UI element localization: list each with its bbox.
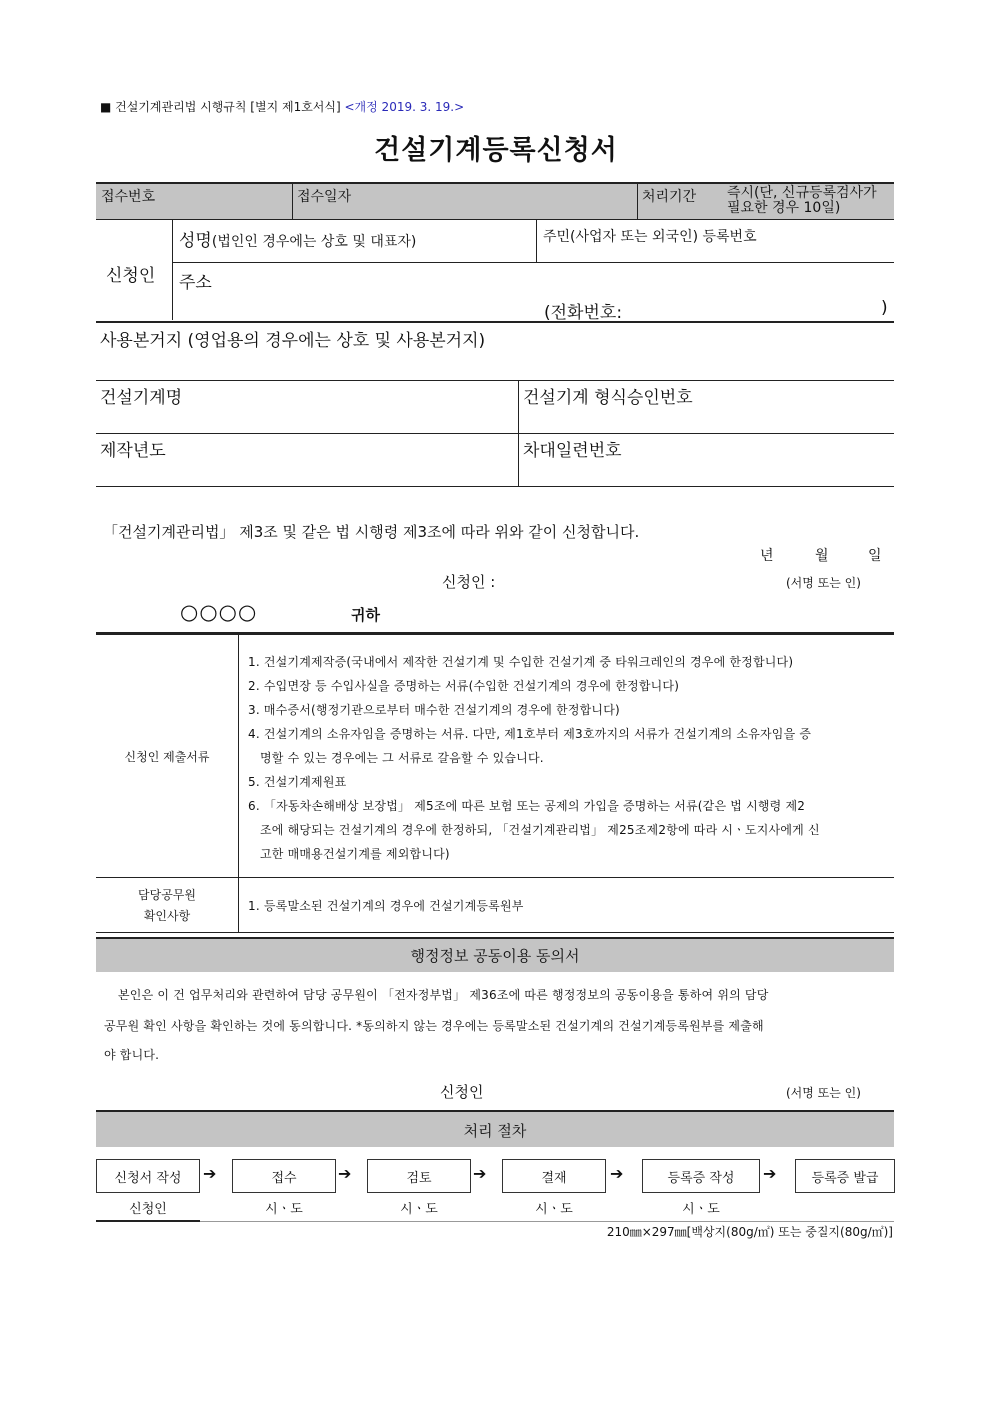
resident-number-label: 주민(사업자 또는 외국인) 등록번호 (543, 229, 757, 245)
step-actor: 시ㆍ도 (535, 1202, 573, 1217)
arrow-right-icon: ➔ (610, 1164, 624, 1183)
document-item: 고한 매매용건설기계를 제외합니다) (260, 847, 450, 861)
document-item: 2. 수입면장 등 수입사실을 증명하는 서류(수입한 건설기계의 경우에 한정합니다) (248, 679, 680, 693)
paper-spec-footer: 210㎜×297㎜[백상지(80g/㎡) 또는 중질지(80g/㎡)] (606, 1225, 893, 1239)
step-actor: 시ㆍ도 (265, 1202, 303, 1217)
name-label: 성명 (179, 231, 212, 251)
step-actor: 시ㆍ도 (682, 1202, 720, 1217)
document-item: 5. 건설기계제원표 (248, 775, 347, 789)
type-approval-label: 건설기계 형식승인번호 (523, 388, 693, 408)
period-line-2: 필요한 경우 10일) (727, 200, 841, 216)
document-item: 1. 건설기계제작증(국내에서 제작한 건설기계 및 수입한 건설기계 중 타워크레인의 경우에 한정합니다) (248, 655, 794, 669)
procedure-title: 처리 절차 (463, 1122, 527, 1140)
procedure-step-certificate-create: 등록증 작성 (642, 1159, 760, 1193)
name-note: (법인인 경우에는 상호 및 대표자) (211, 234, 417, 250)
document-item: 조에 해당되는 건설기계의 경우에 한정하되, 「건설기계관리법」 제25조제2항에 따라 시ㆍ도지사에게 신 (260, 823, 820, 837)
required-documents-label: 신청인 제출서류 (124, 750, 210, 764)
consent-text-line-1: 본인은 이 건 업무처리와 관련하여 담당 공무원이 「전자정부법」 제36조에 따른 행정정보의 공동이용을 통하여 위의 담당 (118, 988, 769, 1002)
procedure-step-review: 검토 (367, 1159, 471, 1193)
phone-close: ) (881, 298, 888, 318)
arrow-right-icon: ➔ (203, 1164, 217, 1183)
procedure-step-receipt: 접수 (232, 1159, 336, 1193)
revision-date: <개정 2019. 3. 19.> (344, 100, 465, 114)
date-month: 월 (815, 548, 829, 564)
arrow-right-icon: ➔ (473, 1164, 487, 1183)
receipt-number-label: 접수번호 (101, 189, 156, 205)
procedure-step-approval: 결재 (502, 1159, 606, 1193)
applicant-section-label: 신청인 (106, 266, 156, 286)
step-actor: 시ㆍ도 (400, 1202, 438, 1217)
regulation-reference: 건설기계관리법 시행규칙 [별지 제1호서식] (115, 100, 341, 114)
applicant-signature-label: 신청인 : (442, 573, 496, 591)
form-reference (100, 98, 464, 115)
date-day: 일 (868, 548, 882, 564)
period-line-1: 즉시(단, 신규등록검사가 (727, 185, 877, 201)
sign-or-seal-note: (서명 또는 인) (786, 576, 861, 590)
phone-label: (전화번호: (544, 303, 623, 323)
machine-name-label: 건설기계명 (100, 388, 183, 408)
processing-period-value (727, 186, 877, 216)
document-item: 4. 건설기계의 소유자임을 증명하는 서류. 다만, 제1호부터 제3호까지의 서류가 건설기계의 소유자임을 증 (248, 727, 812, 741)
consent-text-line-3: 야 합니다. (104, 1048, 160, 1062)
processing-period-label: 처리기간 (642, 189, 697, 205)
declaration-statement: 「건설기계관리법」 제3조 및 같은 법 시행령 제3조에 따라 위와 같이 신청합니다. (103, 523, 640, 541)
date-year: 년 (760, 548, 774, 564)
procedure-step-certificate-issue: 등록증 발급 (795, 1159, 895, 1193)
official-check-item: 1. 등록말소된 건설기계의 경우에 건설기계등록원부 (248, 899, 524, 913)
receipt-date-label: 접수일자 (297, 189, 352, 205)
usage-location-label: 사용본거지 (영업용의 경우에는 상호 및 사용본거지) (100, 331, 486, 351)
address-label: 주소 (179, 273, 212, 293)
arrow-right-icon: ➔ (763, 1164, 777, 1183)
page-title: 건설기계등록신청서 (374, 135, 618, 166)
document-item: 3. 매수증서(행정기관으로부터 매수한 건설기계의 경우에 한정합니다) (248, 703, 620, 717)
step-actor: 신청인 (129, 1202, 167, 1217)
document-item: 명할 수 있는 경우에는 그 서류로 갈음할 수 있습니다. (260, 751, 544, 765)
manufacture-year-label: 제작년도 (100, 441, 166, 461)
official-label-line-1: 담당공무원 (138, 888, 196, 902)
consent-text-line-2: 공무원 확인 사항을 확인하는 것에 동의합니다. *동의하지 않는 경우에는 등록말소된 건설기계의 건설기계등록원부를 제출해 (104, 1019, 764, 1033)
document-item: 6. 「자동차손해배상 보장법」 제5조에 따른 보험 또는 공제의 가입을 증명하는 서류(같은 법 시행령 제2 (248, 799, 806, 813)
official-label-line-2: 확인사항 (143, 909, 191, 923)
consent-sign-note: (서명 또는 인) (786, 1086, 861, 1100)
consent-applicant-label: 신청인 (440, 1083, 484, 1101)
name-field[interactable] (179, 226, 416, 251)
procedure-step-application: 신청서 작성 (96, 1159, 200, 1193)
official-check-label (96, 885, 238, 927)
square-bullet-icon: ■ (100, 100, 116, 114)
recipient-placeholder: ○○○○ (180, 600, 258, 624)
arrow-right-icon: ➔ (338, 1164, 352, 1183)
recipient-honorific: 귀하 (351, 606, 380, 624)
chassis-serial-label: 차대일련번호 (523, 441, 622, 461)
consent-title: 행정정보 공동이용 동의서 (410, 947, 580, 965)
